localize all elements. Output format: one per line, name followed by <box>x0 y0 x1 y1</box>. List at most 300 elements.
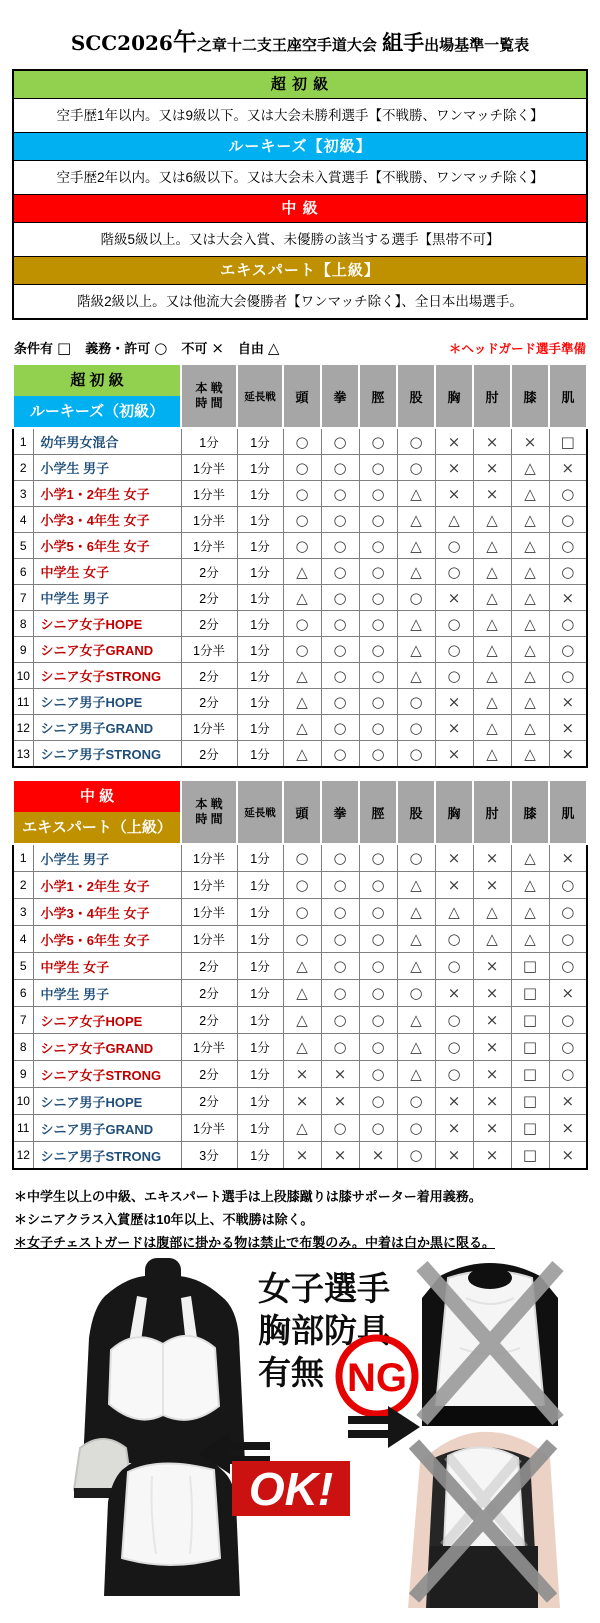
division-name: シニア女子GRAND <box>33 1034 181 1061</box>
rule-mark-elbow: × <box>473 1061 511 1088</box>
rule-mark-elbow: × <box>473 953 511 980</box>
col-header-skin: 肌 <box>549 364 587 428</box>
extension-time: 1分 <box>237 1034 283 1061</box>
rule-mark-groin: △ <box>397 481 435 507</box>
rule-mark-skin: ○ <box>549 637 587 663</box>
rule-mark-chest: × <box>435 1088 473 1115</box>
rule-mark-fist: ○ <box>321 844 359 872</box>
col-header-match-time: 本 戦 時 間 <box>181 364 237 428</box>
rule-mark-head: ○ <box>283 844 321 872</box>
match-time: 1分半 <box>181 1115 237 1142</box>
rule-mark-shin: × <box>359 1142 397 1170</box>
division-name: シニア男子STRONG <box>33 741 181 768</box>
level-summary-table <box>12 69 588 320</box>
extension-time: 1分 <box>237 1115 283 1142</box>
match-time: 1分半 <box>181 844 237 872</box>
level-band-title: ルーキーズ【初級】 <box>14 133 586 161</box>
rule-mark-skin: × <box>549 455 587 481</box>
title-kumite: 組手 <box>382 30 425 55</box>
rule-mark-groin: ○ <box>397 715 435 741</box>
rule-mark-groin: ○ <box>397 844 435 872</box>
rule-mark-groin: △ <box>397 899 435 926</box>
caption-line-2: 胸部防具 <box>258 1311 390 1350</box>
extension-time: 1分 <box>237 1061 283 1088</box>
table-row <box>13 715 587 741</box>
rule-mark-chest: × <box>435 689 473 715</box>
col-header-knee: 膝 <box>511 364 549 428</box>
match-time: 1分半 <box>181 637 237 663</box>
rule-mark-skin: × <box>549 585 587 611</box>
rule-mark-head: ○ <box>283 481 321 507</box>
extension-time: 1分 <box>237 637 283 663</box>
rule-mark-knee: △ <box>511 663 549 689</box>
match-time: 2分 <box>181 980 237 1007</box>
chest-guard-illustration <box>0 1258 600 1618</box>
rule-mark-fist: ○ <box>321 611 359 637</box>
rule-mark-knee: □ <box>511 953 549 980</box>
title-scc: SCC2026 <box>70 31 173 55</box>
rule-mark-knee: □ <box>511 1034 549 1061</box>
rule-mark-fist: ○ <box>321 872 359 899</box>
rule-mark-chest: × <box>435 872 473 899</box>
row-number: 9 <box>13 1061 33 1088</box>
rule-mark-shin: ○ <box>359 481 397 507</box>
rule-mark-chest: ○ <box>435 611 473 637</box>
table-row <box>13 611 587 637</box>
level-band-title: 超 初 級 <box>14 71 586 99</box>
rule-mark-fist: ○ <box>321 980 359 1007</box>
extension-time: 1分 <box>237 741 283 768</box>
class-header-bottom: ルーキーズ（初級） <box>14 396 180 427</box>
caption-line-3: 有無 <box>258 1353 324 1392</box>
rule-mark-skin: ○ <box>549 926 587 953</box>
table-row <box>13 455 587 481</box>
rule-mark-chest: ○ <box>435 1034 473 1061</box>
rule-mark-fist: ○ <box>321 559 359 585</box>
rule-mark-skin: ○ <box>549 953 587 980</box>
row-number: 3 <box>13 481 33 507</box>
rule-mark-shin: ○ <box>359 844 397 872</box>
table-row <box>13 1061 587 1088</box>
rule-mark-chest: ○ <box>435 533 473 559</box>
level-band-expert <box>14 257 586 318</box>
rule-mark-shin: ○ <box>359 715 397 741</box>
rule-mark-head: △ <box>283 1115 321 1142</box>
rule-mark-head: × <box>283 1061 321 1088</box>
rule-mark-fist: × <box>321 1142 359 1170</box>
rule-mark-knee: △ <box>511 899 549 926</box>
rule-mark-groin: △ <box>397 1007 435 1034</box>
rule-mark-elbow: × <box>473 872 511 899</box>
row-number: 9 <box>13 637 33 663</box>
row-number: 7 <box>13 1007 33 1034</box>
rule-mark-elbow: × <box>473 1115 511 1142</box>
col-header-extension: 延長戦 <box>237 364 283 428</box>
rule-mark-fist: ○ <box>321 953 359 980</box>
rule-mark-head: ○ <box>283 637 321 663</box>
division-name: 幼年男女混合 <box>33 428 181 455</box>
table-row <box>13 980 587 1007</box>
ok-stamp <box>232 1461 350 1516</box>
level-band-description: 階級2級以上。又は他流大会優勝者【ワンマッチ除く】、全日本出場選手。 <box>77 294 523 309</box>
rule-mark-elbow: △ <box>473 637 511 663</box>
rule-mark-shin: ○ <box>359 428 397 455</box>
rule-mark-groin: ○ <box>397 455 435 481</box>
rule-mark-groin: ○ <box>397 741 435 768</box>
rule-mark-head: ○ <box>283 428 321 455</box>
table-row <box>13 428 587 455</box>
division-name: シニア女子STRONG <box>33 663 181 689</box>
extension-time: 1分 <box>237 844 283 872</box>
rule-mark-chest: ○ <box>435 1007 473 1034</box>
table-row <box>13 741 587 768</box>
chest-guard-figure <box>0 1258 600 1623</box>
table-header-row <box>13 780 587 844</box>
legend-label-conditional: 条件有 <box>14 341 54 356</box>
rule-mark-skin: × <box>549 980 587 1007</box>
rule-mark-groin: △ <box>397 926 435 953</box>
rule-mark-skin: × <box>549 1088 587 1115</box>
match-time: 1分半 <box>181 533 237 559</box>
rule-mark-knee: □ <box>511 1088 549 1115</box>
caption-line-1: 女子選手 <box>258 1269 390 1308</box>
rule-mark-chest: × <box>435 585 473 611</box>
rule-mark-fist: ○ <box>321 926 359 953</box>
rule-mark-chest: ○ <box>435 1061 473 1088</box>
rule-mark-chest: × <box>435 1115 473 1142</box>
match-time: 2分 <box>181 1007 237 1034</box>
col-header-elbow: 肘 <box>473 780 511 844</box>
rule-mark-shin: ○ <box>359 1115 397 1142</box>
extension-time: 1分 <box>237 585 283 611</box>
rule-mark-knee: △ <box>511 559 549 585</box>
rule-mark-skin: ○ <box>549 663 587 689</box>
rule-mark-skin: ○ <box>549 1034 587 1061</box>
rule-mark-shin: ○ <box>359 507 397 533</box>
headguard-note: ＊ヘッドガード選手準備 <box>448 341 586 356</box>
division-name: シニア男子GRAND <box>33 1115 181 1142</box>
division-name: 中学生 男子 <box>33 585 181 611</box>
rule-mark-elbow: △ <box>473 559 511 585</box>
match-time: 1分半 <box>181 455 237 481</box>
division-name: 中学生 男子 <box>33 980 181 1007</box>
rule-mark-chest: × <box>435 844 473 872</box>
extension-time: 1分 <box>237 428 283 455</box>
row-number: 10 <box>13 1088 33 1115</box>
match-time: 3分 <box>181 1142 237 1170</box>
rule-mark-elbow: △ <box>473 585 511 611</box>
rule-mark-head: ○ <box>283 611 321 637</box>
rule-mark-groin: ○ <box>397 689 435 715</box>
legend-label-free: 自由 <box>237 341 264 356</box>
col-header-groin: 股 <box>397 780 435 844</box>
division-name: シニア男子GRAND <box>33 715 181 741</box>
title-tournament: 之章十二支王座空手道大会 <box>196 36 383 54</box>
col-header-skin: 肌 <box>549 780 587 844</box>
level-band-title: 中 級 <box>14 195 586 223</box>
rule-mark-knee: △ <box>511 507 549 533</box>
rule-mark-skin: ○ <box>549 1007 587 1034</box>
rule-mark-head: △ <box>283 1034 321 1061</box>
extension-time: 1分 <box>237 1007 283 1034</box>
footnote-senior-class: ＊シニアクラス入賞歴は10年以上、不戦勝は除く。 <box>14 1212 314 1227</box>
table-row <box>13 559 587 585</box>
rule-mark-head: △ <box>283 559 321 585</box>
legend <box>14 338 293 357</box>
footnotes <box>14 1185 586 1254</box>
division-name: 小学3・4年生 女子 <box>33 507 181 533</box>
rule-mark-knee: □ <box>511 1007 549 1034</box>
rule-mark-chest: × <box>435 428 473 455</box>
legend-label-allowed: 義務・許可 <box>85 341 151 356</box>
division-name: 中学生 女子 <box>33 953 181 980</box>
beginner-rookies-table <box>12 363 588 768</box>
rule-mark-knee: △ <box>511 637 549 663</box>
rule-mark-head: ○ <box>283 899 321 926</box>
rule-mark-knee: □ <box>511 980 549 1007</box>
match-time: 2分 <box>181 741 237 768</box>
row-number: 1 <box>13 428 33 455</box>
level-band-beginner <box>14 71 586 133</box>
rule-mark-groin: △ <box>397 637 435 663</box>
table-row <box>13 507 587 533</box>
row-number: 8 <box>13 611 33 637</box>
table-row <box>13 533 587 559</box>
intermediate-expert-table <box>12 779 588 1170</box>
rule-mark-elbow: △ <box>473 507 511 533</box>
row-number: 3 <box>13 899 33 926</box>
rule-mark-shin: ○ <box>359 1034 397 1061</box>
extension-time: 1分 <box>237 507 283 533</box>
rule-mark-skin: ○ <box>549 507 587 533</box>
extension-time: 1分 <box>237 926 283 953</box>
rule-mark-fist: ○ <box>321 637 359 663</box>
rule-mark-elbow: × <box>473 1088 511 1115</box>
rule-mark-knee: □ <box>511 1115 549 1142</box>
table-row <box>13 481 587 507</box>
rule-mark-elbow: △ <box>473 533 511 559</box>
table-row <box>13 689 587 715</box>
col-header-extension: 延長戦 <box>237 780 283 844</box>
rule-mark-shin: ○ <box>359 953 397 980</box>
rule-mark-knee: △ <box>511 844 549 872</box>
col-header-elbow: 肘 <box>473 364 511 428</box>
rule-mark-knee: □ <box>511 1142 549 1170</box>
table-row <box>13 872 587 899</box>
title-zodiac: 午 <box>172 27 197 56</box>
rule-mark-chest: ○ <box>435 559 473 585</box>
rule-mark-groin: △ <box>397 533 435 559</box>
col-header-shin: 脛 <box>359 364 397 428</box>
row-number: 10 <box>13 663 33 689</box>
rule-mark-knee: △ <box>511 872 549 899</box>
extension-time: 1分 <box>237 715 283 741</box>
rule-mark-fist: ○ <box>321 1007 359 1034</box>
extension-time: 1分 <box>237 611 283 637</box>
rule-mark-groin: △ <box>397 663 435 689</box>
rule-mark-skin: × <box>549 844 587 872</box>
match-time: 1分半 <box>181 899 237 926</box>
division-name: 小学3・4年生 女子 <box>33 899 181 926</box>
ok-label: OK! <box>248 1463 334 1515</box>
rule-mark-shin: ○ <box>359 611 397 637</box>
rule-mark-skin: ○ <box>549 1061 587 1088</box>
rule-mark-head: △ <box>283 1007 321 1034</box>
rule-mark-groin: ○ <box>397 1088 435 1115</box>
row-number: 4 <box>13 507 33 533</box>
rule-mark-head: ○ <box>283 507 321 533</box>
title-suffix: 出場基準一覧表 <box>424 36 530 54</box>
class-header-bottom: エキスパート（上級） <box>14 812 180 843</box>
rule-mark-head: ○ <box>283 872 321 899</box>
rule-mark-head: △ <box>283 585 321 611</box>
rule-mark-chest: ○ <box>435 637 473 663</box>
division-name: 小学1・2年生 女子 <box>33 481 181 507</box>
rule-mark-fist: ○ <box>321 507 359 533</box>
class-header-cell <box>13 364 181 428</box>
row-number: 12 <box>13 715 33 741</box>
level-band-intermediate <box>14 195 586 257</box>
rule-mark-groin: △ <box>397 611 435 637</box>
rule-mark-groin: ○ <box>397 1115 435 1142</box>
rule-mark-shin: ○ <box>359 637 397 663</box>
rule-mark-groin: △ <box>397 872 435 899</box>
rule-mark-shin: ○ <box>359 1007 397 1034</box>
match-time: 2分 <box>181 689 237 715</box>
rule-mark-skin: ○ <box>549 611 587 637</box>
table-header-row <box>13 364 587 428</box>
rule-mark-elbow: △ <box>473 689 511 715</box>
rule-mark-knee: △ <box>511 455 549 481</box>
rule-mark-groin: △ <box>397 1061 435 1088</box>
rule-mark-shin: ○ <box>359 455 397 481</box>
table-row <box>13 844 587 872</box>
match-time: 2分 <box>181 1088 237 1115</box>
rule-mark-knee: □ <box>511 1061 549 1088</box>
table-row <box>13 1088 587 1115</box>
rule-mark-shin: ○ <box>359 741 397 768</box>
rule-mark-head: ○ <box>283 455 321 481</box>
match-time: 2分 <box>181 953 237 980</box>
rule-mark-head: △ <box>283 663 321 689</box>
match-time: 2分 <box>181 663 237 689</box>
rule-mark-knee: △ <box>511 611 549 637</box>
rule-mark-elbow: × <box>473 455 511 481</box>
table-row <box>13 1034 587 1061</box>
rule-mark-elbow: × <box>473 980 511 1007</box>
rule-mark-chest: × <box>435 715 473 741</box>
rule-mark-fist: ○ <box>321 899 359 926</box>
rule-mark-groin: △ <box>397 559 435 585</box>
table-row <box>13 1142 587 1170</box>
rule-mark-skin: ○ <box>549 899 587 926</box>
division-name: シニア女子GRAND <box>33 637 181 663</box>
col-header-fist: 拳 <box>321 364 359 428</box>
table-row <box>13 663 587 689</box>
rule-mark-skin: ○ <box>549 559 587 585</box>
division-name: シニア女子STRONG <box>33 1061 181 1088</box>
row-number: 6 <box>13 559 33 585</box>
match-time: 1分半 <box>181 507 237 533</box>
table-row <box>13 926 587 953</box>
rule-mark-head: △ <box>283 689 321 715</box>
rule-mark-elbow: △ <box>473 741 511 768</box>
cross-symbol: × <box>211 339 224 357</box>
division-name: 中学生 女子 <box>33 559 181 585</box>
col-header-head: 頭 <box>283 364 321 428</box>
table-row <box>13 585 587 611</box>
rule-mark-fist: ○ <box>321 1115 359 1142</box>
rule-mark-elbow: × <box>473 1007 511 1034</box>
col-header-chest: 胸 <box>435 364 473 428</box>
rule-mark-fist: × <box>321 1061 359 1088</box>
rule-mark-fist: ○ <box>321 455 359 481</box>
rule-mark-chest: × <box>435 741 473 768</box>
rule-mark-groin: △ <box>397 953 435 980</box>
col-header-match-time: 本 戦 時 間 <box>181 780 237 844</box>
rule-mark-elbow: △ <box>473 899 511 926</box>
match-time: 1分半 <box>181 872 237 899</box>
division-name: シニア女子HOPE <box>33 611 181 637</box>
col-header-head: 頭 <box>283 780 321 844</box>
rule-mark-elbow: △ <box>473 611 511 637</box>
rule-mark-chest: △ <box>435 899 473 926</box>
rule-mark-chest: △ <box>435 507 473 533</box>
rule-mark-shin: ○ <box>359 585 397 611</box>
row-number: 11 <box>13 1115 33 1142</box>
rule-mark-elbow: △ <box>473 715 511 741</box>
rule-mark-head: ○ <box>283 926 321 953</box>
rule-mark-groin: ○ <box>397 585 435 611</box>
rule-mark-shin: ○ <box>359 926 397 953</box>
rule-mark-skin: □ <box>549 428 587 455</box>
class-header-top: 超 初 級 <box>14 365 180 396</box>
rule-mark-chest: ○ <box>435 926 473 953</box>
level-band-description: 空手歴1年以内。又は9級以下。又は大会未勝利選手【不戦勝、ワンマッチ除く】 <box>14 99 586 133</box>
class-header-top: 中 級 <box>14 781 180 812</box>
page-title <box>0 22 600 57</box>
division-name: 小学5・6年生 女子 <box>33 533 181 559</box>
match-time: 1分半 <box>181 926 237 953</box>
col-header-fist: 拳 <box>321 780 359 844</box>
rule-mark-fist: ○ <box>321 689 359 715</box>
match-time: 2分 <box>181 559 237 585</box>
division-name: シニア男子HOPE <box>33 689 181 715</box>
extension-time: 1分 <box>237 1088 283 1115</box>
row-number: 6 <box>13 980 33 1007</box>
rule-mark-head: × <box>283 1088 321 1115</box>
rule-mark-chest: × <box>435 481 473 507</box>
row-number: 11 <box>13 689 33 715</box>
table-row <box>13 1007 587 1034</box>
rule-mark-groin: △ <box>397 507 435 533</box>
triangle-symbol: △ <box>267 339 280 357</box>
division-name: 小学生 男子 <box>33 455 181 481</box>
row-number: 7 <box>13 585 33 611</box>
row-number: 8 <box>13 1034 33 1061</box>
rule-mark-chest: × <box>435 980 473 1007</box>
rule-mark-elbow: △ <box>473 926 511 953</box>
rule-mark-skin: × <box>549 1142 587 1170</box>
rule-mark-shin: ○ <box>359 663 397 689</box>
level-band-rookies <box>14 133 586 195</box>
rule-mark-knee: △ <box>511 926 549 953</box>
rule-mark-chest: × <box>435 1142 473 1170</box>
extension-time: 1分 <box>237 455 283 481</box>
ng-label: NG <box>347 1356 407 1400</box>
rule-mark-elbow: × <box>473 1034 511 1061</box>
rule-mark-shin: ○ <box>359 559 397 585</box>
